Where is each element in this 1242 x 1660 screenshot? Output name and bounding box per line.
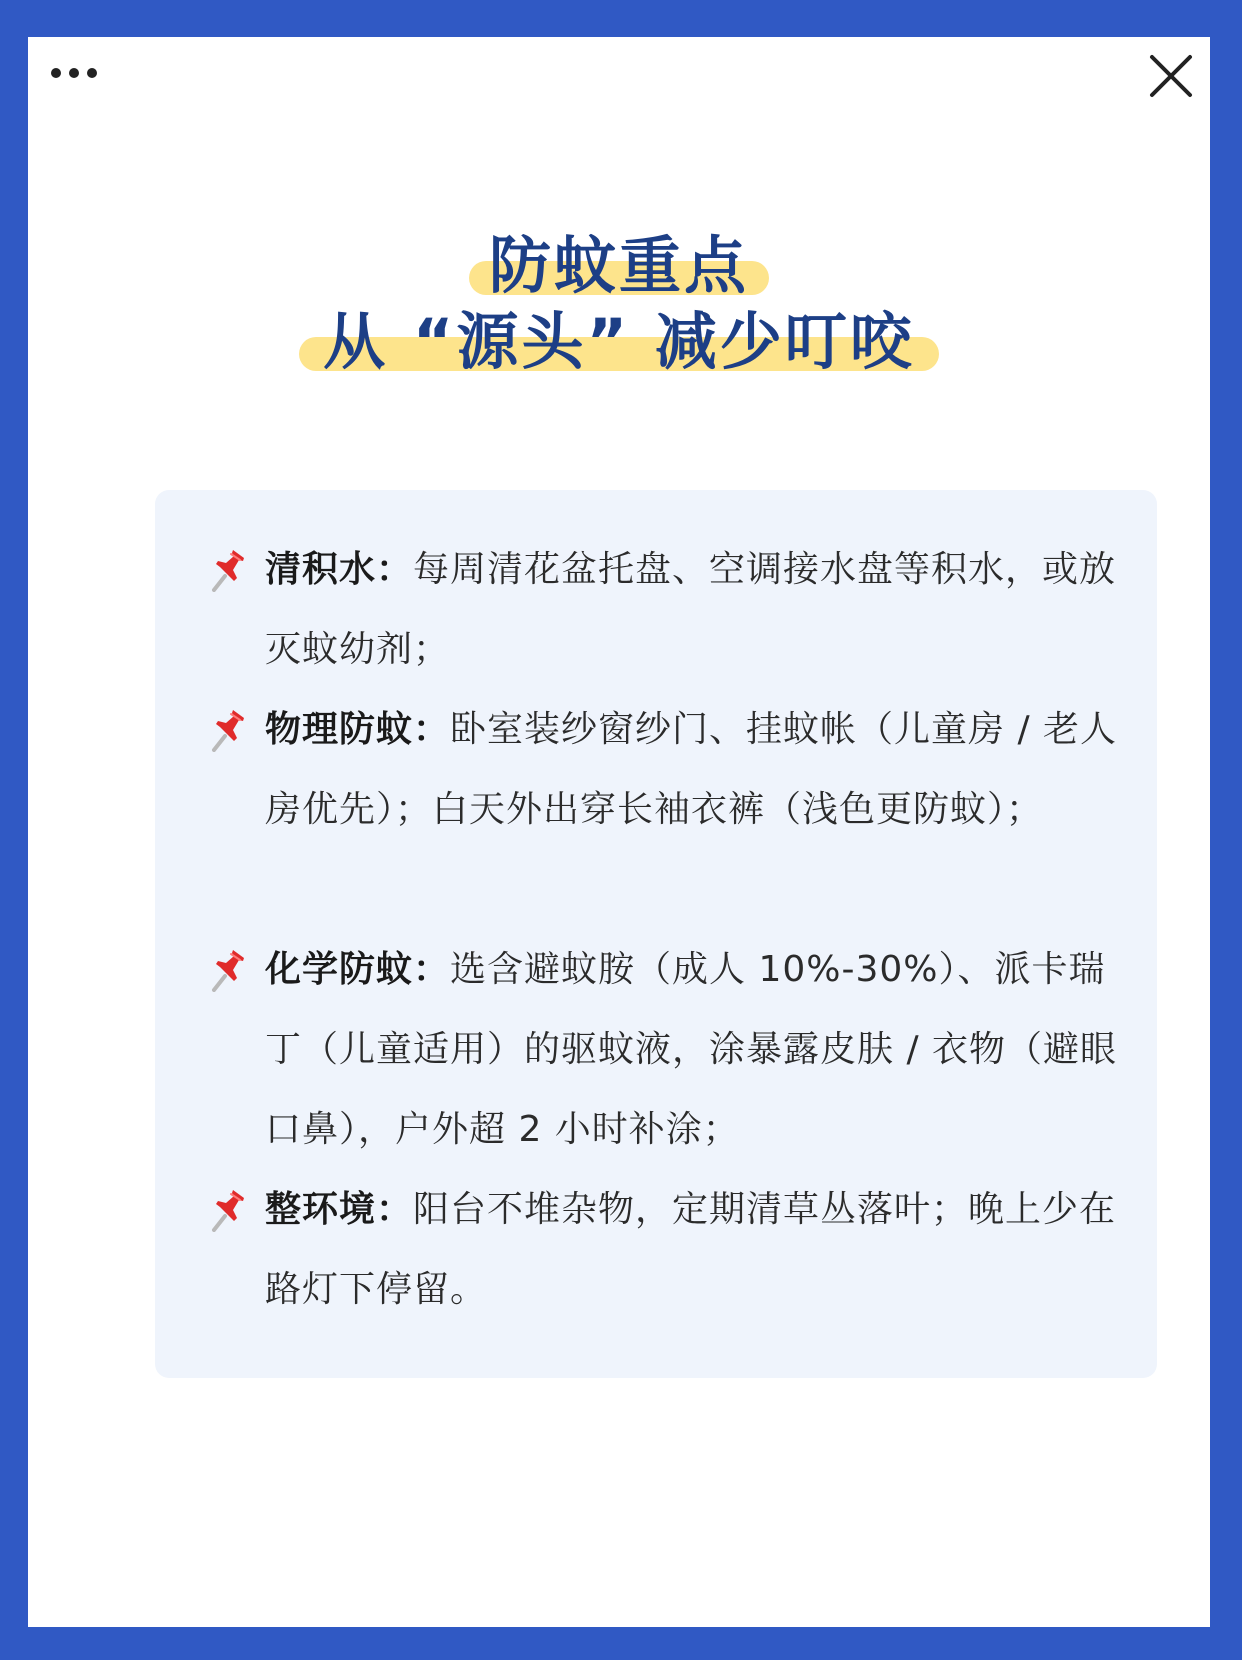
tip-label: 整环境：	[265, 1189, 414, 1230]
tip-body: 阳台不堆杂物，定期清草丛落叶；晚上少在路灯下停留。	[265, 1189, 1117, 1310]
tip-text	[265, 930, 1135, 1170]
tip-label: 化学防蚊：	[265, 949, 451, 990]
title-line-1	[469, 229, 769, 302]
close-icon	[1146, 51, 1196, 101]
pushpin-icon	[209, 1190, 245, 1232]
pushpin-icon	[209, 950, 245, 992]
tip-text	[265, 690, 1135, 850]
tip-body: 卧室装纱窗纱门、挂蚊帐（儿童房 / 老人房优先）；白天外出穿长袖衣裤（浅色更防蚊）；	[265, 709, 1118, 830]
title-line-2	[299, 305, 939, 378]
more-dots-icon	[50, 67, 98, 79]
page-title	[28, 229, 1210, 378]
tip-body: 选含避蚊胺（成人 10%-30%）、派卡瑞丁（儿童适用）的驱蚊液，涂暴露皮肤 / 衣物（避眼口鼻），户外超 2 小时补涂；	[265, 949, 1118, 1150]
more-options-button[interactable]	[46, 55, 102, 91]
tip-text	[265, 1170, 1135, 1330]
tip-label: 清积水：	[265, 549, 414, 590]
content-card	[28, 37, 1210, 1627]
title-line-1-text: 防蚊重点	[488, 229, 749, 302]
close-button[interactable]	[1146, 51, 1196, 101]
pushpin-icon	[209, 550, 245, 592]
title-line-2-text: 从 “源头” 减少叮咬	[323, 305, 915, 378]
tip-label: 物理防蚊：	[265, 709, 451, 750]
pushpin-icon	[209, 710, 245, 752]
tip-body: 每周清花盆托盘、空调接水盘等积水，或放灭蚊幼剂；	[265, 549, 1117, 670]
tips-panel	[155, 490, 1157, 1378]
tip-text	[265, 530, 1135, 690]
